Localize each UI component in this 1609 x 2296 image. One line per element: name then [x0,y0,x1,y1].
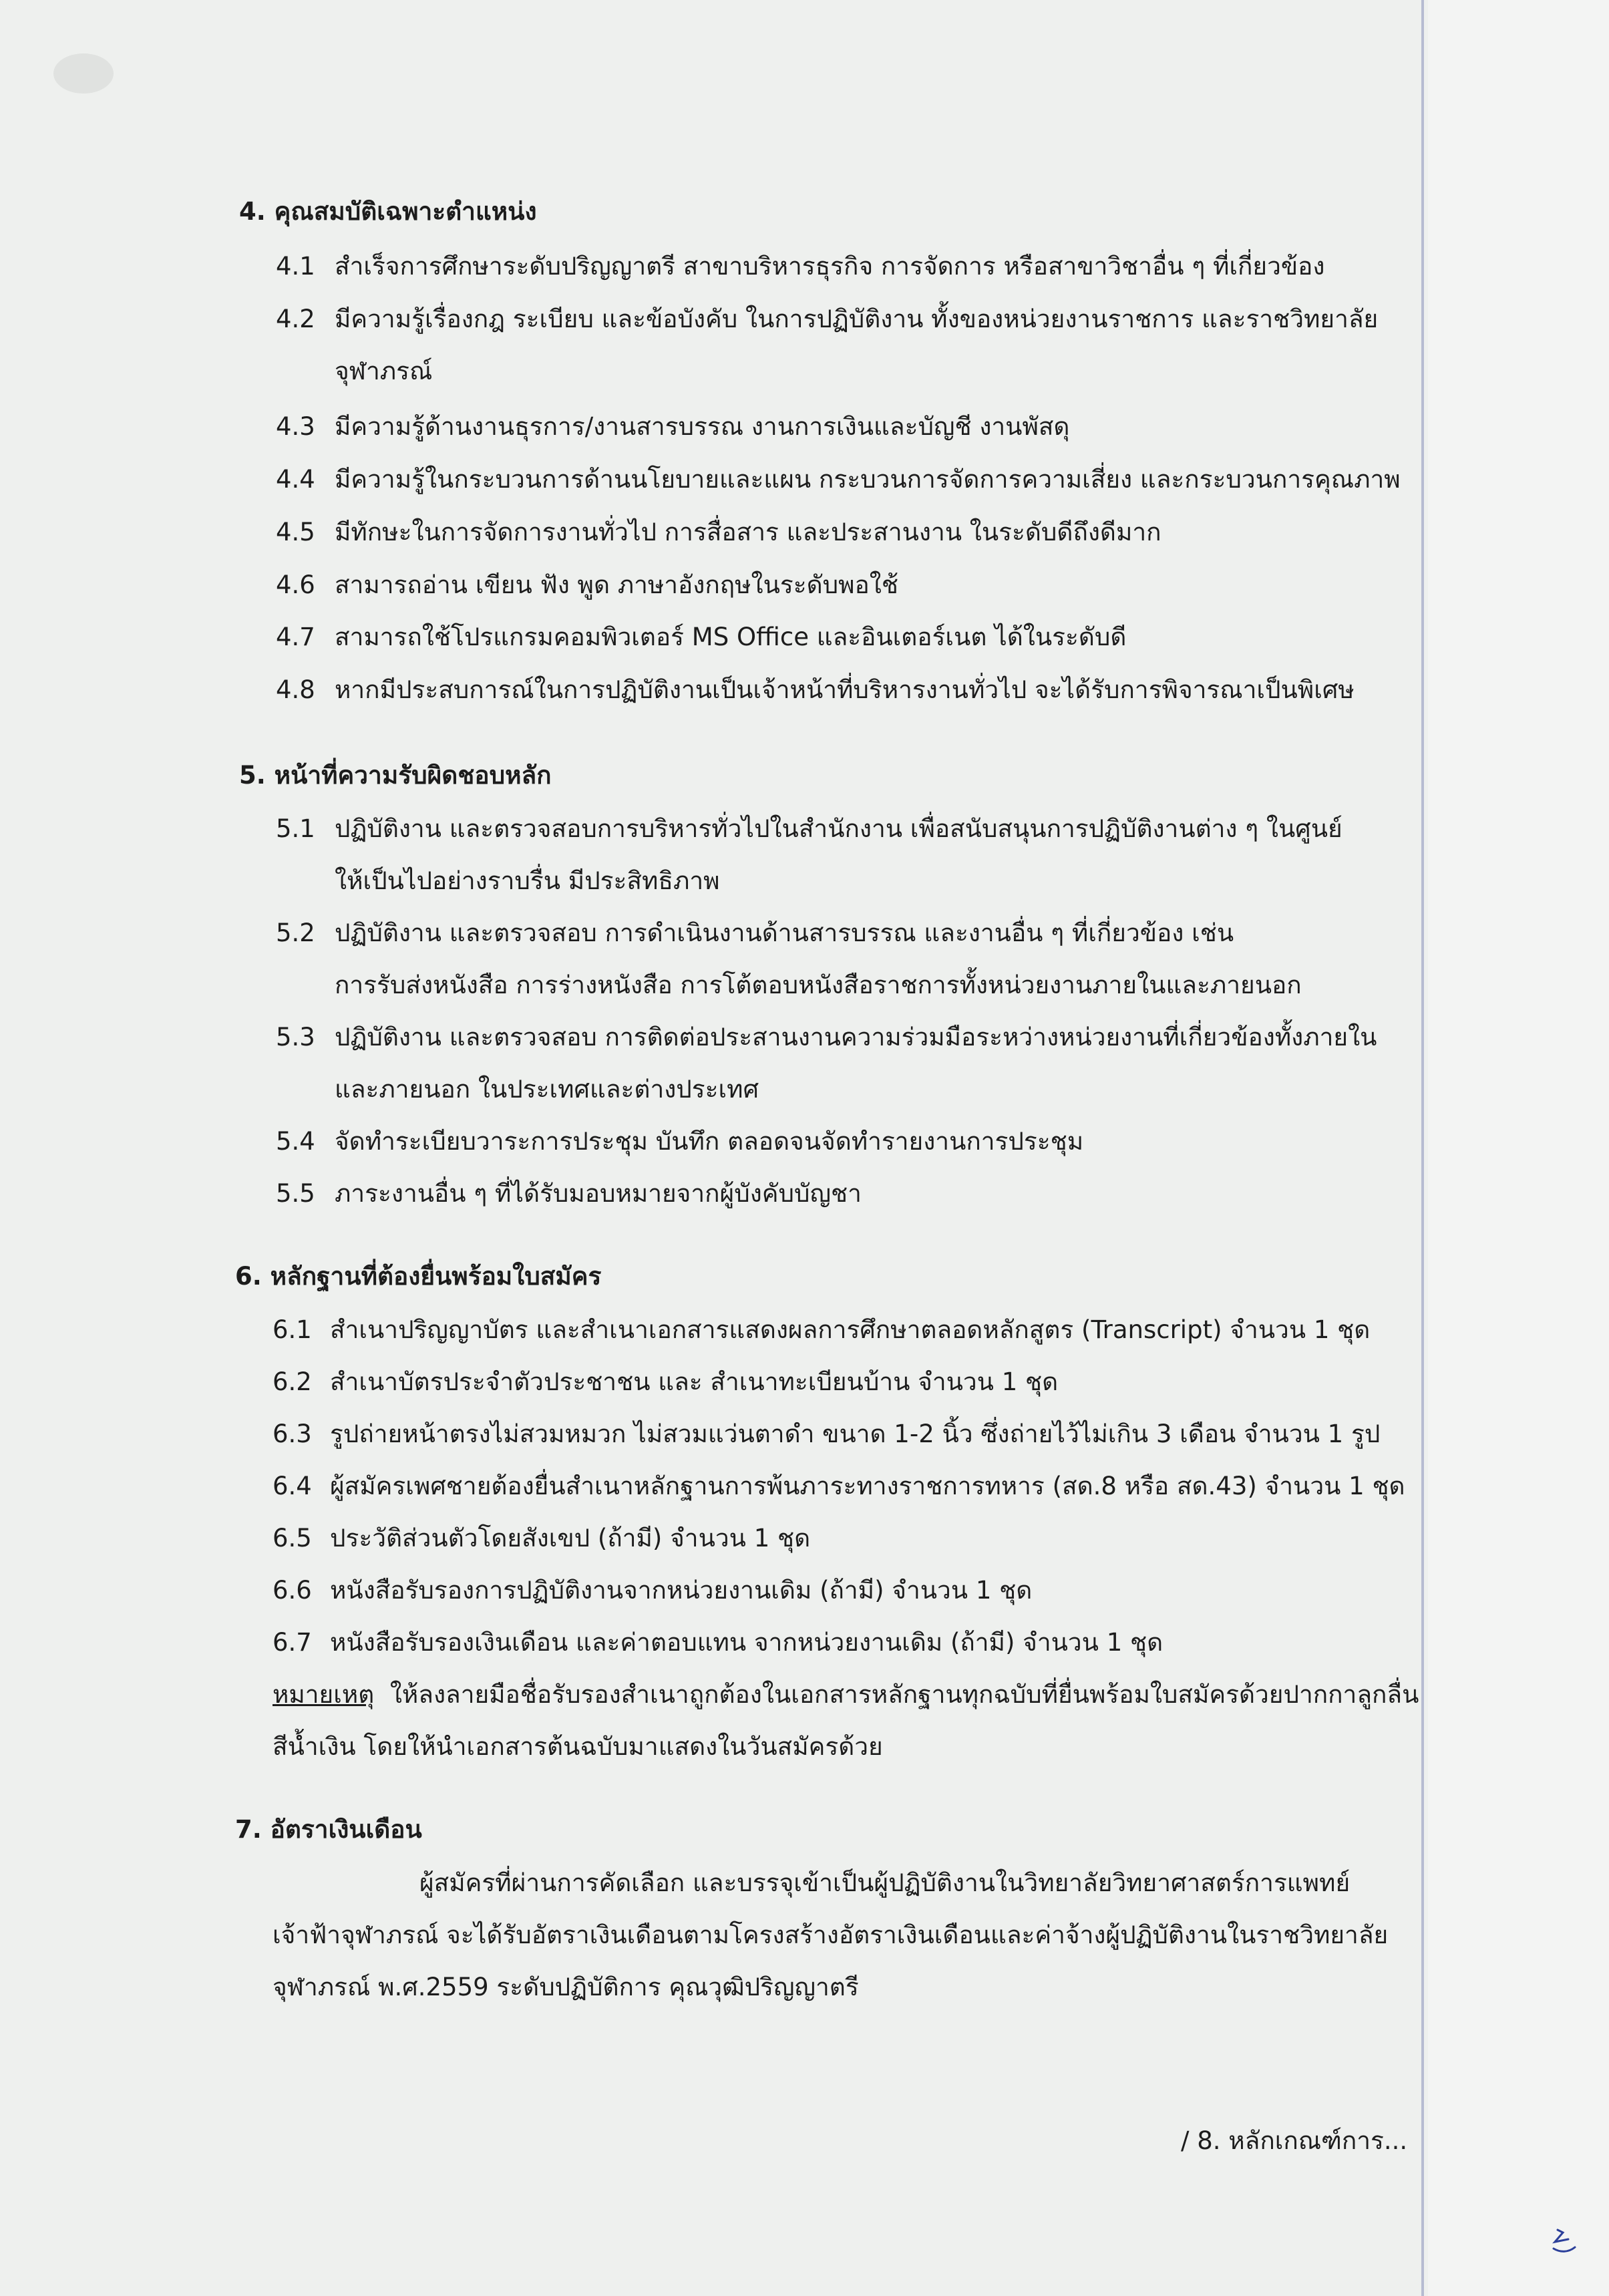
salary-paragraph-line-2: เจ้าฟ้าจุฬาภรณ์ จะได้รับอัตราเงินเดือนตามโครงสร้างอัตราเงินเดือนและค่าจ้างผู้ปฏิบัติงานในราชวิทยาลัย [273,1921,1389,1949]
item-text: ปฏิบัติงาน และตรวจสอบการบริหารทั่วไปในสำนักงาน เพื่อสนับสนุนการปฏิบัติงานต่าง ๆ ในศูนย์ [335,814,1343,843]
item-number: 4.6 [276,570,315,599]
item-text: สำเนาบัตรประจำตัวประชาชน และ สำเนาทะเบียนบ้าน จำนวน 1 ชุด [330,1367,1059,1396]
item-number: 5.1 [276,814,315,843]
item-number: 5.4 [276,1127,315,1156]
item-text: รูปถ่ายหน้าตรงไม่สวมหมวก ไม่สวมแว่นตาดำ ขนาด 1-2 นิ้ว ซึ่งถ่ายไว้ไม่เกิน 3 เดือน จำนวน 1 รูป [330,1420,1381,1448]
item-5-4 [276,1125,1083,1158]
item-text: ผู้สมัครเพศชายต้องยื่นสำเนาหลักฐานการพ้นภาระทางราชการทหาร (สด.8 หรือ สด.43) จำนวน 1 ชุด [330,1472,1405,1500]
item-number: 4.2 [276,305,315,333]
item-number: 6.7 [273,1628,312,1657]
item-5-3 [276,1021,1377,1054]
section-6-title: 6. หลักฐานที่ต้องยื่นพร้อมใบสมัคร [235,1262,602,1291]
section-7-title: 7. อัตราเงินเดือน [235,1815,422,1844]
item-number: 4.5 [276,518,315,546]
item-6-4 [273,1470,1405,1503]
item-4-2-continued: จุฬาภรณ์ [335,357,433,385]
item-text: มีความรู้เรื่องกฎ ระเบียบ และข้อบังคับ ในการปฏิบัติงาน ทั้งของหน่วยงานราชการ และราชวิทยาลัย [335,305,1379,333]
item-text: หนังสือรับรองเงินเดือน และค่าตอบแทน จากหน่วยงานเดิม (ถ้ามี) จำนวน 1 ชุด [330,1628,1164,1657]
salary-paragraph-line-3: จุฬาภรณ์ พ.ศ.2559 ระดับปฏิบัติการ คุณวุฒิปริญญาตรี [273,1973,859,2001]
item-number: 4.7 [276,623,315,651]
item-4-8 [276,673,1355,707]
item-5-3-continued: และภายนอก ในประเทศและต่างประเทศ [335,1075,759,1104]
item-4-6 [276,568,898,602]
item-6-2 [273,1365,1058,1399]
item-text: มีความรู้ในกระบวนการด้านนโยบายและแผน กระบวนการจัดการความเสี่ยง และกระบวนการคุณภาพ [335,465,1401,494]
section-5-title: 5. หน้าที่ความรับผิดชอบหลัก [239,761,552,790]
item-text: สำเนาปริญญาบัตร และสำเนาเอกสารแสดงผลการศึกษาตลอดหลักสูตร (Transcript) จำนวน 1 ชุด [330,1315,1371,1344]
item-6-3 [273,1418,1380,1451]
item-text: ประวัติส่วนตัวโดยสังเขป (ถ้ามี) จำนวน 1 ชุด [330,1524,811,1552]
item-5-2-continued: การรับส่งหนังสือ การร่างหนังสือ การโต้ตอบหนังสือราชการทั้งหน่วยงานภายในและภายนอก [335,971,1302,999]
note-line [273,1678,1419,1711]
continuation-footer: / 8. หลักเกณฑ์การ... [1181,2126,1408,2155]
item-5-5 [276,1177,862,1210]
item-number: 4.1 [276,252,315,281]
item-6-7 [273,1626,1163,1659]
item-number: 6.6 [273,1576,312,1605]
item-number: 4.3 [276,412,315,441]
section-4-title: 4. คุณสมบัติเฉพาะตำแหน่ง [239,197,537,226]
item-5-1-continued: ให้เป็นไปอย่างราบรื่น มีประสิทธิภาพ [335,866,720,895]
handwritten-initial-mark [1548,2226,1579,2257]
item-text: หนังสือรับรองการปฏิบัติงานจากหน่วยงานเดิม (ถ้ามี) จำนวน 1 ชุด [330,1576,1033,1605]
item-number: 6.2 [273,1367,312,1396]
item-text: มีความรู้ด้านงานธุรการ/งานสารบรรณ งานการเงินและบัญชี งานพัสดุ [335,412,1070,441]
item-text: มีทักษะในการจัดการงานทั่วไป การสื่อสาร และประสานงาน ในระดับดีถึงดีมาก [335,518,1161,546]
item-4-2 [276,303,1378,336]
item-6-6 [273,1574,1032,1607]
item-number: 4.8 [276,675,315,704]
item-text: สามารถใช้โปรแกรมคอมพิวเตอร์ MS Office และอินเตอร์เนต ได้ในระดับดี [335,623,1127,651]
item-text: สำเร็จการศึกษาระดับปริญญาตรี สาขาบริหารธุรกิจ การจัดการ หรือสาขาวิชาอื่น ๆ ที่เกี่ยวข้อง [335,252,1325,281]
item-text: ปฏิบัติงาน และตรวจสอบ การดำเนินงานด้านสารบรรณ และงานอื่น ๆ ที่เกี่ยวข้อง เช่น [335,919,1234,947]
item-text: สามารถอ่าน เขียน ฟัง พูด ภาษาอังกฤษในระดับพอใช้ [335,570,898,599]
item-text: ปฏิบัติงาน และตรวจสอบ การติดต่อประสานงานความร่วมมือระหว่างหน่วยงานที่เกี่ยวข้องทั้งภายใน [335,1023,1377,1051]
item-number: 5.5 [276,1179,315,1208]
item-text: จัดทำระเบียบวาระการประชุม บันทึก ตลอดจนจัดทำรายงานการประชุม [335,1127,1084,1156]
item-5-2 [276,917,1234,950]
item-6-1 [273,1313,1370,1347]
note-continued: สีน้ำเงิน โดยให้นำเอกสารต้นฉบับมาแสดงในวันสมัครด้วย [273,1732,883,1761]
item-4-4 [276,463,1401,496]
item-number: 6.4 [273,1472,312,1500]
item-number: 6.1 [273,1315,312,1344]
note-text: ให้ลงลายมือชื่อรับรองสำเนาถูกต้องในเอกสารหลักฐานทุกฉบับที่ยื่นพร้อมใบสมัครด้วยปากกาลูกลื่น [389,1680,1419,1709]
item-number: 6.3 [273,1420,312,1448]
item-number: 6.5 [273,1524,312,1552]
item-5-1 [276,812,1343,846]
item-4-7 [276,621,1126,654]
item-6-5 [273,1522,810,1555]
item-4-3 [276,410,1069,444]
item-number: 5.3 [276,1023,315,1051]
note-label: หมายเหตุ [273,1680,375,1709]
item-number: 4.4 [276,465,315,494]
item-text: ภาระงานอื่น ๆ ที่ได้รับมอบหมายจากผู้บังคับบัญชา [335,1179,862,1208]
item-4-5 [276,516,1161,549]
salary-paragraph-line-1: ผู้สมัครที่ผ่านการคัดเลือก และบรรจุเข้าเป็นผู้ปฏิบัติงานในวิทยาลัยวิทยาศาสตร์การแพทย์ [419,1868,1351,1897]
item-4-1 [276,250,1324,283]
item-text: หากมีประสบการณ์ในการปฏิบัติงานเป็นเจ้าหน้าที่บริหารงานทั่วไป จะได้รับการพิจารณาเป็นพิเศษ [335,675,1355,704]
item-number: 5.2 [276,919,315,947]
